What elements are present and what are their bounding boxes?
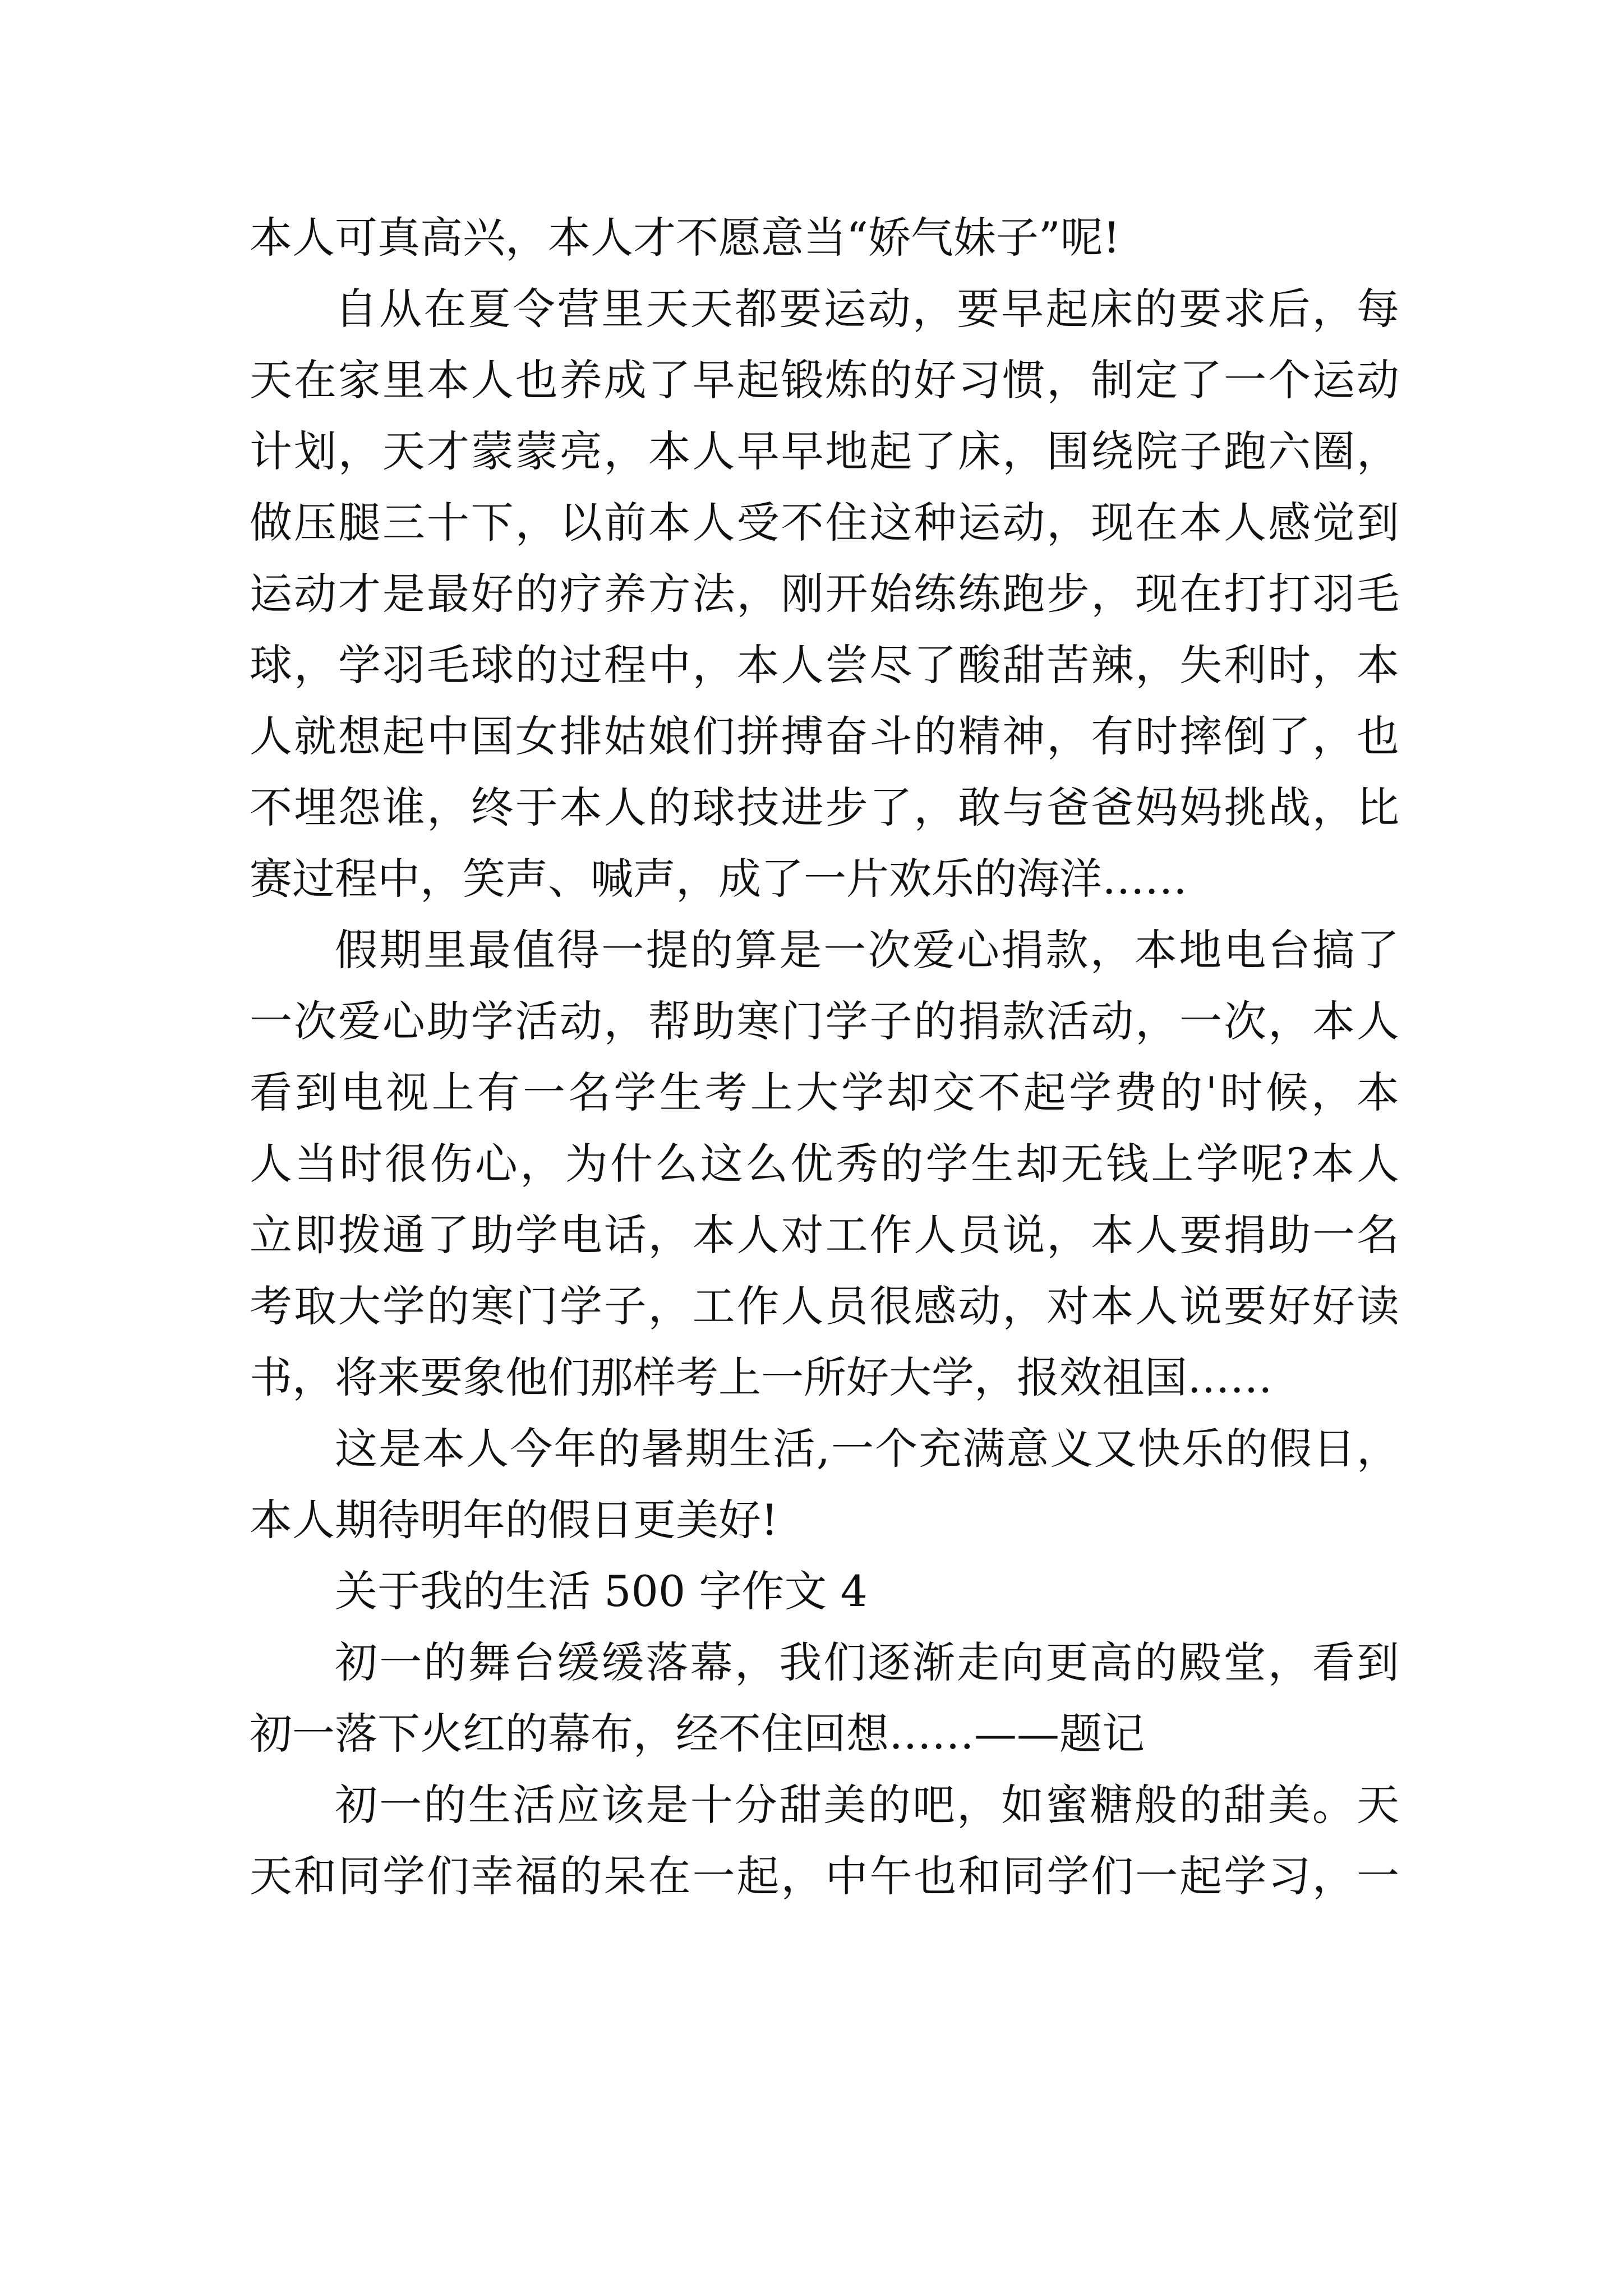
text-line: 考取大学的寒门学子，工作人员很感动，对本人说要好好读: [250, 1281, 1399, 1331]
text-line: 不埋怨谁，终于本人的球技进步了，敢与爸爸妈妈挑战，比: [250, 783, 1399, 832]
text-line: 初一的舞台缓缓落幕，我们逐渐走向更高的殿堂，看到: [335, 1637, 1399, 1687]
text-line: 天和同学们幸福的呆在一起，中午也和同学们一起学习，一: [250, 1851, 1399, 1901]
document-body: [250, 202, 1399, 1912]
text-line: 本人期待明年的假日更美好!: [250, 1495, 778, 1545]
text-line: 初一落下火红的幕布，经不住回想……——题记: [250, 1709, 1145, 1759]
text-line: 做压腿三十下，以前本人受不住这种运动，现在本人感觉到: [250, 498, 1399, 547]
text-line: 球，学羽毛球的过程中，本人尝尽了酸甜苦辣，失利时，本: [250, 640, 1399, 690]
text-line: 看到电视上有一名学生考上大学却交不起学费的'时候，本: [250, 1068, 1399, 1117]
text-line: 本人可真高兴，本人才不愿意当“娇气妹子”呢!: [250, 213, 1121, 263]
text-line: 自从在夏令营里天天都要运动，要早起床的要求后，每: [335, 284, 1399, 334]
text-line: 人就想起中国女排姑娘们拼搏奋斗的精神，有时摔倒了，也: [250, 711, 1399, 761]
section-heading: 关于我的生活 500 字作文 4: [335, 1566, 868, 1616]
text-line: 运动才是最好的疗养方法，刚开始练练跑步，现在打打羽毛: [250, 569, 1399, 619]
text-line: 一次爱心助学活动，帮助寒门学子的捐款活动，一次，本人: [250, 996, 1399, 1046]
text-line: 计划，天才蒙蒙亮，本人早早地起了床，围绕院子跑六圈，: [250, 426, 1399, 476]
text-line: 赛过程中，笑声、喊声，成了一片欢乐的海洋……: [250, 854, 1187, 904]
text-line: 立即拨通了助学电话，本人对工作人员说，本人要捐助一名: [250, 1210, 1399, 1260]
text-line: 假期里最值得一提的算是一次爱心捐款，本地电台搞了: [335, 925, 1399, 975]
text-line: 初一的生活应该是十分甜美的吧，如蜜糖般的甜美。天: [335, 1780, 1399, 1830]
text-line: 书，将来要象他们那样考上一所好大学，报效祖国……: [250, 1352, 1272, 1402]
text-line: 这是本人今年的暑期生活,一个充满意义又快乐的假日，: [335, 1424, 1399, 1474]
text-line: 天在家里本人也养成了早起锻炼的好习惯，制定了一个运动: [250, 355, 1399, 405]
text-line: 人当时很伤心，为什么这么优秀的学生却无钱上学呢?本人: [250, 1139, 1399, 1189]
